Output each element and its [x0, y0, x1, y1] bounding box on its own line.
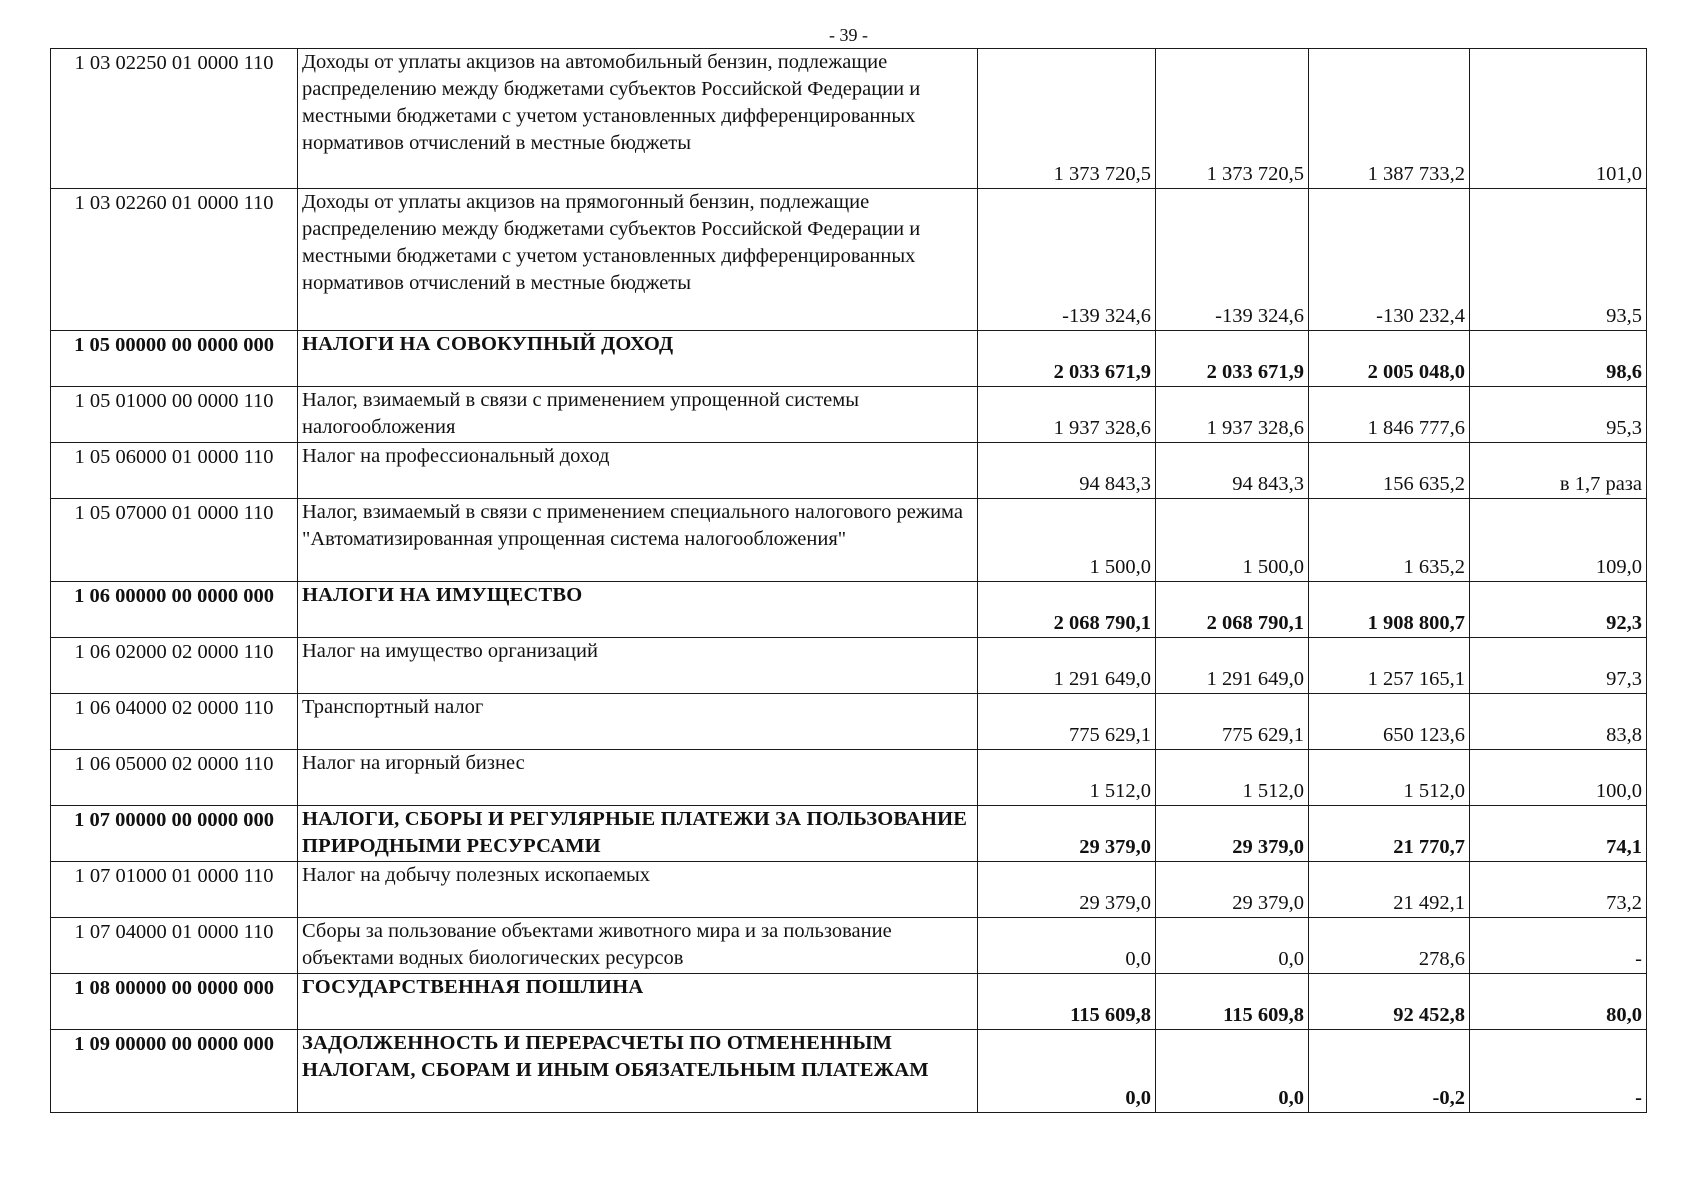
- percent-value: 73,2: [1470, 862, 1647, 918]
- budget-code: 1 07 04000 01 0000 110: [51, 918, 298, 974]
- value-col-1: 29 379,0: [978, 862, 1156, 918]
- page-number: - 39 -: [829, 25, 868, 45]
- value-col-1: 2 033 671,9: [978, 331, 1156, 387]
- value-col-2: 115 609,8: [1156, 974, 1309, 1030]
- percent-value: 101,0: [1470, 49, 1647, 189]
- table-row: [51, 694, 1647, 750]
- value-col-1: 1 512,0: [978, 750, 1156, 806]
- table-row: [51, 387, 1647, 443]
- value-col-1: -139 324,6: [978, 189, 1156, 331]
- percent-value: -: [1470, 918, 1647, 974]
- revenue-description: ГОСУДАРСТВЕННАЯ ПОШЛИНА: [298, 974, 978, 1030]
- revenue-description: Налог на профессиональный доход: [298, 443, 978, 499]
- value-col-1: 0,0: [978, 918, 1156, 974]
- table-row: [51, 750, 1647, 806]
- table-row-section: [51, 974, 1647, 1030]
- revenue-description: Сборы за пользование объектами животного мира и за пользование объектами водных биологических ресурсов: [298, 918, 978, 974]
- percent-value: 92,3: [1470, 582, 1647, 638]
- value-col-2: 29 379,0: [1156, 806, 1309, 862]
- table-row: [51, 443, 1647, 499]
- budget-code: 1 08 00000 00 0000 000: [51, 974, 298, 1030]
- percent-value: -: [1470, 1030, 1647, 1113]
- budget-code: 1 05 00000 00 0000 000: [51, 331, 298, 387]
- table-row: [51, 638, 1647, 694]
- budget-code: 1 06 02000 02 0000 110: [51, 638, 298, 694]
- value-col-1: 2 068 790,1: [978, 582, 1156, 638]
- revenue-description: Налог, взимаемый в связи с применением упрощенной системы налогообложения: [298, 387, 978, 443]
- budget-code: 1 06 04000 02 0000 110: [51, 694, 298, 750]
- budget-code: 1 03 02250 01 0000 110: [51, 49, 298, 189]
- value-col-2: 1 291 649,0: [1156, 638, 1309, 694]
- revenue-description: Налог на игорный бизнес: [298, 750, 978, 806]
- table-row: [51, 862, 1647, 918]
- budget-code: 1 06 00000 00 0000 000: [51, 582, 298, 638]
- table-row-section: [51, 1030, 1647, 1113]
- value-col-2: 94 843,3: [1156, 443, 1309, 499]
- percent-value: 100,0: [1470, 750, 1647, 806]
- revenue-table: [50, 48, 1647, 1113]
- revenue-description: Налог на имущество организаций: [298, 638, 978, 694]
- value-col-3: 1 512,0: [1309, 750, 1470, 806]
- budget-code: 1 05 01000 00 0000 110: [51, 387, 298, 443]
- value-col-2: -139 324,6: [1156, 189, 1309, 331]
- revenue-description: Доходы от уплаты акцизов на автомобильный бензин, подлежащие распределению между бюджетами субъектов Российской Федерации и местными бюджетами с учетом установленных дифференцированных нормативов отчислений в местные бюджеты: [298, 49, 978, 189]
- value-col-2: 1 373 720,5: [1156, 49, 1309, 189]
- value-col-1: 29 379,0: [978, 806, 1156, 862]
- percent-value: 97,3: [1470, 638, 1647, 694]
- table-row: [51, 49, 1647, 189]
- revenue-description: Транспортный налог: [298, 694, 978, 750]
- revenue-description: НАЛОГИ НА СОВОКУПНЫЙ ДОХОД: [298, 331, 978, 387]
- budget-code: 1 07 00000 00 0000 000: [51, 806, 298, 862]
- table-row-section: [51, 331, 1647, 387]
- percent-value: 93,5: [1470, 189, 1647, 331]
- value-col-3: 1 387 733,2: [1309, 49, 1470, 189]
- value-col-3: 1 908 800,7: [1309, 582, 1470, 638]
- percent-value: 98,6: [1470, 331, 1647, 387]
- value-col-3: -130 232,4: [1309, 189, 1470, 331]
- table-row: [51, 499, 1647, 582]
- revenue-description: Налог на добычу полезных ископаемых: [298, 862, 978, 918]
- value-col-2: 0,0: [1156, 1030, 1309, 1113]
- value-col-3: 156 635,2: [1309, 443, 1470, 499]
- table-row-section: [51, 806, 1647, 862]
- percent-value: 95,3: [1470, 387, 1647, 443]
- value-col-2: 2 033 671,9: [1156, 331, 1309, 387]
- value-col-3: -0,2: [1309, 1030, 1470, 1113]
- budget-code: 1 05 07000 01 0000 110: [51, 499, 298, 582]
- value-col-3: 1 635,2: [1309, 499, 1470, 582]
- revenue-description: НАЛОГИ, СБОРЫ И РЕГУЛЯРНЫЕ ПЛАТЕЖИ ЗА ПОЛЬЗОВАНИЕ ПРИРОДНЫМИ РЕСУРСАМИ: [298, 806, 978, 862]
- table-row-section: [51, 582, 1647, 638]
- value-col-2: 0,0: [1156, 918, 1309, 974]
- revenue-description: НАЛОГИ НА ИМУЩЕСТВО: [298, 582, 978, 638]
- value-col-2: 29 379,0: [1156, 862, 1309, 918]
- value-col-3: 2 005 048,0: [1309, 331, 1470, 387]
- percent-value: в 1,7 раза: [1470, 443, 1647, 499]
- value-col-3: 278,6: [1309, 918, 1470, 974]
- budget-code: 1 03 02260 01 0000 110: [51, 189, 298, 331]
- percent-value: 74,1: [1470, 806, 1647, 862]
- value-col-3: 21 770,7: [1309, 806, 1470, 862]
- revenue-description: ЗАДОЛЖЕННОСТЬ И ПЕРЕРАСЧЕТЫ ПО ОТМЕНЕННЫМ НАЛОГАМ, СБОРАМ И ИНЫМ ОБЯЗАТЕЛЬНЫМ ПЛАТЕЖАМ: [298, 1030, 978, 1113]
- value-col-3: 21 492,1: [1309, 862, 1470, 918]
- value-col-1: 1 500,0: [978, 499, 1156, 582]
- value-col-1: 115 609,8: [978, 974, 1156, 1030]
- value-col-3: 1 257 165,1: [1309, 638, 1470, 694]
- revenue-table-body: [51, 49, 1647, 1113]
- value-col-2: 1 512,0: [1156, 750, 1309, 806]
- value-col-1: 775 629,1: [978, 694, 1156, 750]
- value-col-3: 650 123,6: [1309, 694, 1470, 750]
- budget-code: 1 05 06000 01 0000 110: [51, 443, 298, 499]
- value-col-1: 0,0: [978, 1030, 1156, 1113]
- value-col-2: 1 500,0: [1156, 499, 1309, 582]
- value-col-1: 1 291 649,0: [978, 638, 1156, 694]
- value-col-3: 1 846 777,6: [1309, 387, 1470, 443]
- table-row: [51, 189, 1647, 331]
- value-col-2: 775 629,1: [1156, 694, 1309, 750]
- revenue-description: Доходы от уплаты акцизов на прямогонный бензин, подлежащие распределению между бюджетами субъектов Российской Федерации и местными бюджетами с учетом установленных дифференцированных нормативов отчислений в местные бюджеты: [298, 189, 978, 331]
- budget-code: 1 07 01000 01 0000 110: [51, 862, 298, 918]
- value-col-1: 1 373 720,5: [978, 49, 1156, 189]
- value-col-2: 1 937 328,6: [1156, 387, 1309, 443]
- budget-code: 1 09 00000 00 0000 000: [51, 1030, 298, 1113]
- value-col-1: 94 843,3: [978, 443, 1156, 499]
- value-col-3: 92 452,8: [1309, 974, 1470, 1030]
- revenue-description: Налог, взимаемый в связи с применением специального налогового режима "Автоматизированная упрощенная система налогообложения": [298, 499, 978, 582]
- value-col-1: 1 937 328,6: [978, 387, 1156, 443]
- value-col-2: 2 068 790,1: [1156, 582, 1309, 638]
- percent-value: 83,8: [1470, 694, 1647, 750]
- table-row: [51, 918, 1647, 974]
- percent-value: 80,0: [1470, 974, 1647, 1030]
- percent-value: 109,0: [1470, 499, 1647, 582]
- budget-code: 1 06 05000 02 0000 110: [51, 750, 298, 806]
